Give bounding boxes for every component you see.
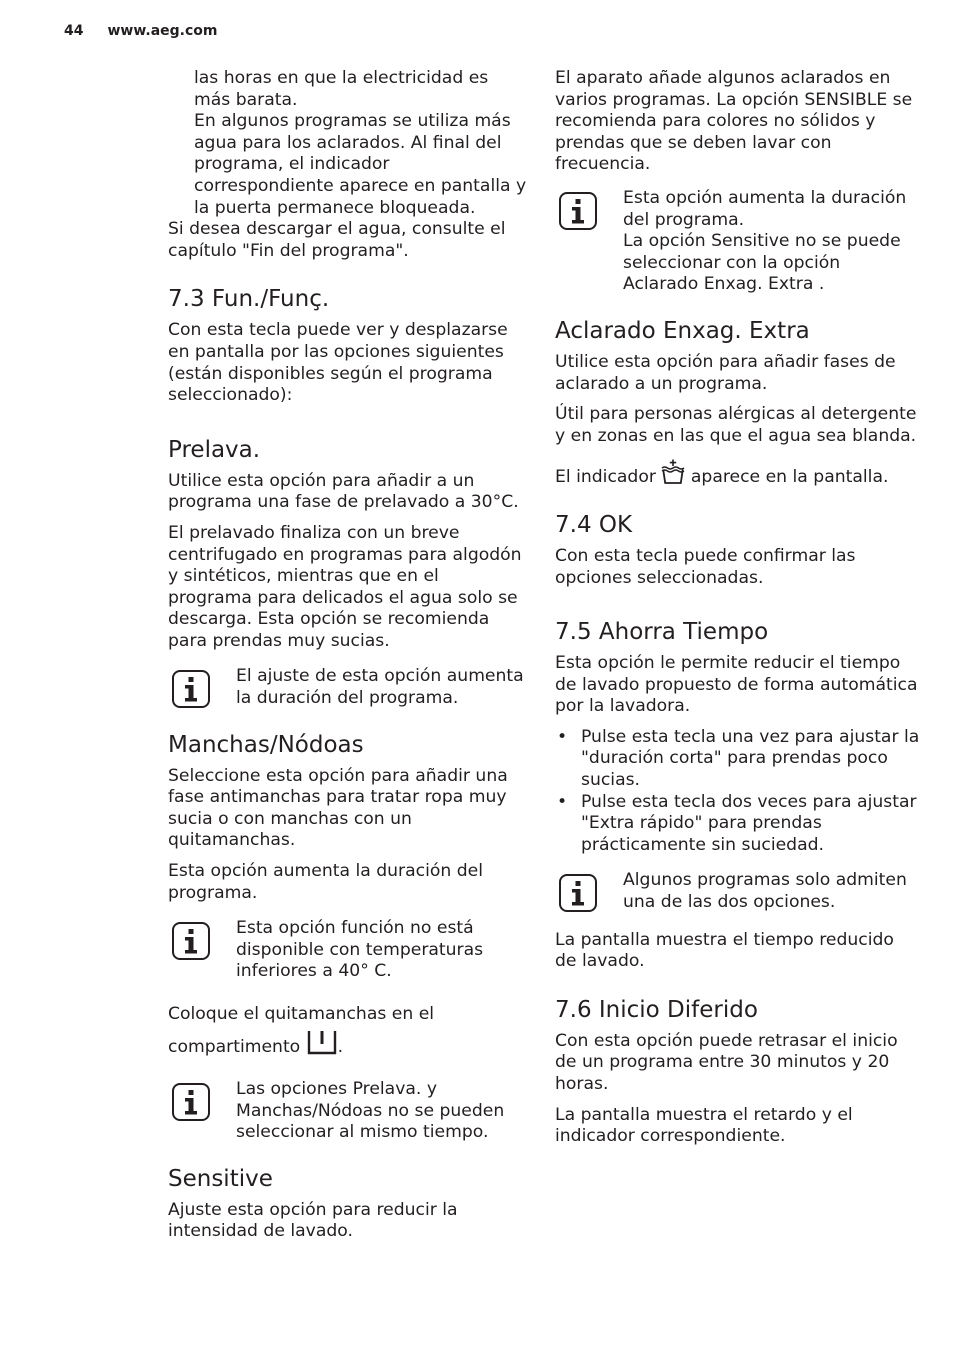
info-icon — [559, 192, 597, 230]
detergent-compartment-icon — [306, 1029, 338, 1065]
right-column — [555, 68, 920, 1148]
intro-tail-text: Si desea descargar el agua, consulte el capítulo "Fin del programa". — [168, 219, 506, 261]
aclarado-heading: Aclarado Enxag. Extra — [555, 317, 810, 344]
manchas-text-1: Seleccione esta opción para añadir una fase antimanchas para tratar ropa muy sucia o con manchas con un quitamanchas. — [168, 765, 508, 851]
prelava-text-1: Utilice esta opción para añadir a un programa una fase de prelavado a 30°C. — [168, 470, 519, 513]
info-icon — [172, 670, 210, 708]
aclarado-text-2: Útil para personas alérgicas al detergente y en zonas en las que el agua sea blanda. — [555, 404, 917, 446]
section-7-6-text-2: La pantalla muestra el retardo y el indicador correspondiente. — [555, 1104, 853, 1147]
extra-rinse-icon — [661, 459, 685, 492]
manchas-text-3 — [168, 999, 528, 1065]
section-7-5-bullet-list — [555, 727, 920, 857]
section-7-5-text: Esta opción le permite reducir el tiempo de lavado propuesto de forma automática por la lavadora. — [555, 653, 918, 717]
manchas-text-3-a: Coloque el quitamanchas en el compartimento — [168, 1004, 435, 1057]
prelava-note-text: El ajuste de esta opción aumenta la duración del programa. — [236, 666, 524, 709]
list-item: • Pulse esta tecla dos veces para ajustar "Extra rápido" para prendas prácticamente sin suciedad. — [555, 792, 920, 857]
aclarado-text-1: Utilice esta opción para añadir fases de aclarado a un programa. — [555, 351, 896, 394]
section-7-4-heading: 7.4 OK — [555, 511, 633, 538]
section-7-4-text: Con esta tecla puede confirmar las opciones seleccionadas. — [555, 545, 856, 588]
section-7-6-text-1: Con esta opción puede retrasar el inicio de un programa entre 30 minutos y 20 horas. — [555, 1030, 898, 1094]
manchas-note-text: Esta opción función no está disponible con temperaturas inferiores a 40° C. — [236, 918, 484, 982]
sensitive-heading: Sensitive — [168, 1165, 273, 1192]
section-7-5-after-text: La pantalla muestra el tiempo reducido de lavado. — [555, 929, 894, 972]
website-url[interactable]: www.aeg.com — [107, 23, 218, 39]
section-7-5-heading: 7.5 Ahorra Tiempo — [555, 619, 769, 646]
aclarado-text-3-b: aparece en la pantalla. — [690, 467, 889, 488]
aclarado-text-3-a: El indicador — [555, 467, 656, 488]
sensitive-note-text: Esta opción aumenta la duración del programa. La opción Sensitive no se puede seleccionar con la opción Aclarado Enxag. Extra . — [623, 187, 907, 295]
sensitive-text-1: Ajuste esta opción para reducir la intensidad de lavado. — [168, 1199, 458, 1242]
page-number: 44 — [64, 23, 84, 39]
prelava-note — [168, 666, 528, 709]
manchas-note-2 — [168, 1079, 528, 1144]
info-icon — [172, 1083, 210, 1121]
manchas-text-3-b: . — [337, 1037, 344, 1057]
section-7-5-note-text: Algunos programas solo admiten una de las dos opciones. — [623, 870, 907, 913]
info-icon — [172, 922, 210, 960]
manchas-text-2: Esta opción aumenta la duración del programa. — [168, 861, 483, 903]
info-icon — [559, 874, 597, 912]
page-header — [64, 23, 218, 39]
left-column — [168, 68, 528, 1243]
section-7-5-note — [555, 870, 920, 913]
manchas-heading: Manchas/Nódoas — [168, 731, 364, 758]
manchas-note — [168, 918, 528, 983]
section-7-6-heading: 7.6 Inicio Diferido — [555, 996, 758, 1023]
list-item: • Pulse esta tecla una vez para ajustar la "duración corta" para prendas poco sucias. — [555, 727, 920, 792]
prelava-text-2: El prelavado finaliza con un breve centrifugado en programas para algodón y sintéticos, mientras que en el programa para delicados el agua solo se descarga. Esta opción se recomienda para prendas muy sucias. — [168, 522, 522, 651]
sensitive-text-2: El aparato añade algunos aclarados en varios programas. La opción SENSIBLE se recomienda para colores no sólidos y prendas que se deben lavar con frecuencia. — [555, 68, 913, 175]
section-7-3-heading: 7.3 Fun./Funç. — [168, 286, 330, 313]
sensitive-note — [555, 188, 920, 296]
prelava-heading: Prelava. — [168, 436, 261, 463]
intro-indented-text: las horas en que la electricidad es más barata. En algunos programas se utiliza más agua para los aclarados. Al final del programa, el indicador correspondiente aparece en pantalla y la puerta permanece bloqueada. — [194, 68, 527, 218]
manchas-note-2-text: Las opciones Prelava. y Manchas/Nódoas no se pueden seleccionar al mismo tiempo. — [236, 1079, 505, 1143]
aclarado-text-3 — [555, 459, 920, 492]
section-7-3-text: Con esta tecla puede ver y desplazarse en pantalla por las opciones siguientes (están disponibles según el programa seleccionado): — [168, 320, 508, 406]
